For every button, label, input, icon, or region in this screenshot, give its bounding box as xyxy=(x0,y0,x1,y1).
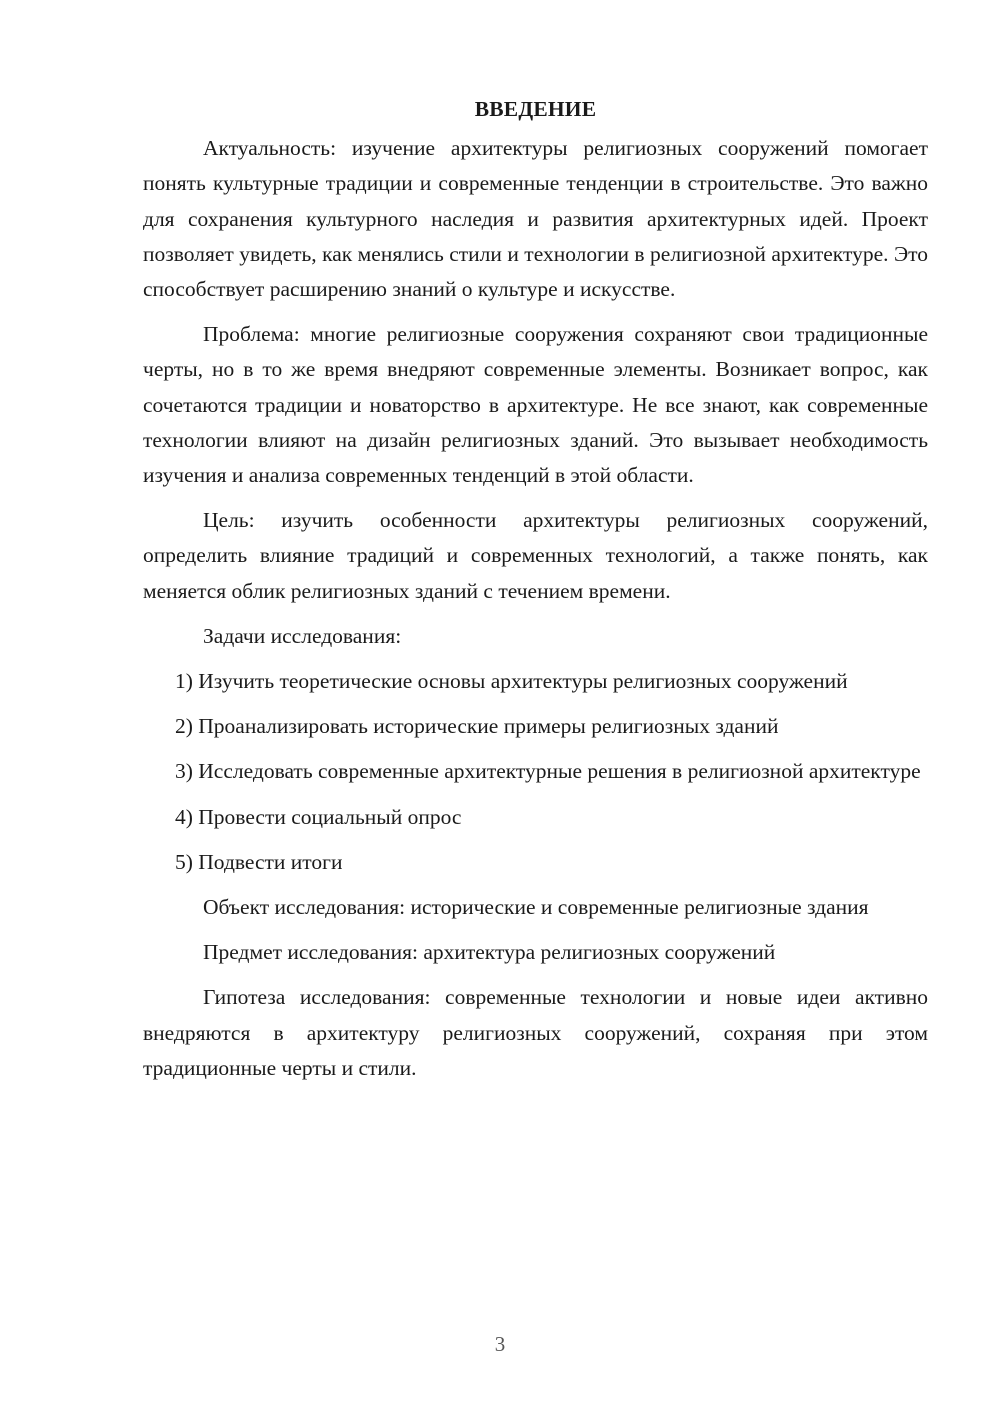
relevance-paragraph: Актуальность: изучение архитектуры религиозных сооружений помогает понять культурные традиции и современные тенденции в строительстве. Это важно для сохранения культурного наследия и развития архитектурных идей. Проект позволяет увидеть, как менялись стили и технологии в религиозной архитектуре. Это способствует расширению знаний о культуре и искусстве. xyxy=(143,136,928,302)
page-number: 3 xyxy=(494,1332,506,1356)
list-item: 4) Провести социальный опрос xyxy=(175,804,462,829)
list-item: 5) Подвести итоги xyxy=(175,849,343,874)
list-item: 2) Проанализировать исторические примеры религиозных зданий xyxy=(175,714,779,739)
tasks-heading: Задачи исследования: xyxy=(203,623,402,648)
list-item: 1) Изучить теоретические основы архитектуры религиозных сооружений xyxy=(175,669,848,694)
page-title: ВВЕДЕНИЕ xyxy=(474,97,597,121)
list-item: 3) Исследовать современные архитектурные решения в религиозной архитектуре xyxy=(175,759,921,784)
hypothesis-paragraph: Гипотеза исследования: современные технологии и новые идеи активно внедряются в архитектуру религиозных сооружений, сохраняя при этом традиционные черты и стили. xyxy=(143,985,928,1080)
document-body xyxy=(143,92,928,1096)
tasks-list xyxy=(143,664,928,880)
goal-paragraph: Цель: изучить особенности архитектуры религиозных сооружений, определить влияние традиций и современных технологий, а также понять, как меняется облик религиозных зданий с течением времени. xyxy=(143,508,928,603)
subject-paragraph: Предмет исследования: архитектура религиозных сооружений xyxy=(203,940,776,965)
object-paragraph: Объект исследования: исторические и современные религиозные здания xyxy=(203,895,869,920)
problem-paragraph: Проблема: многие религиозные сооружения сохраняют свои традиционные черты, но в то же время внедряют современные элементы. Возникает вопрос, как сочетаются традиции и новаторство в архитектуре. Не все знают, как современные технологии влияют на дизайн религиозных зданий. Это вызывает необходимость изучения и анализа современных тенденций в этой области. xyxy=(143,322,928,488)
